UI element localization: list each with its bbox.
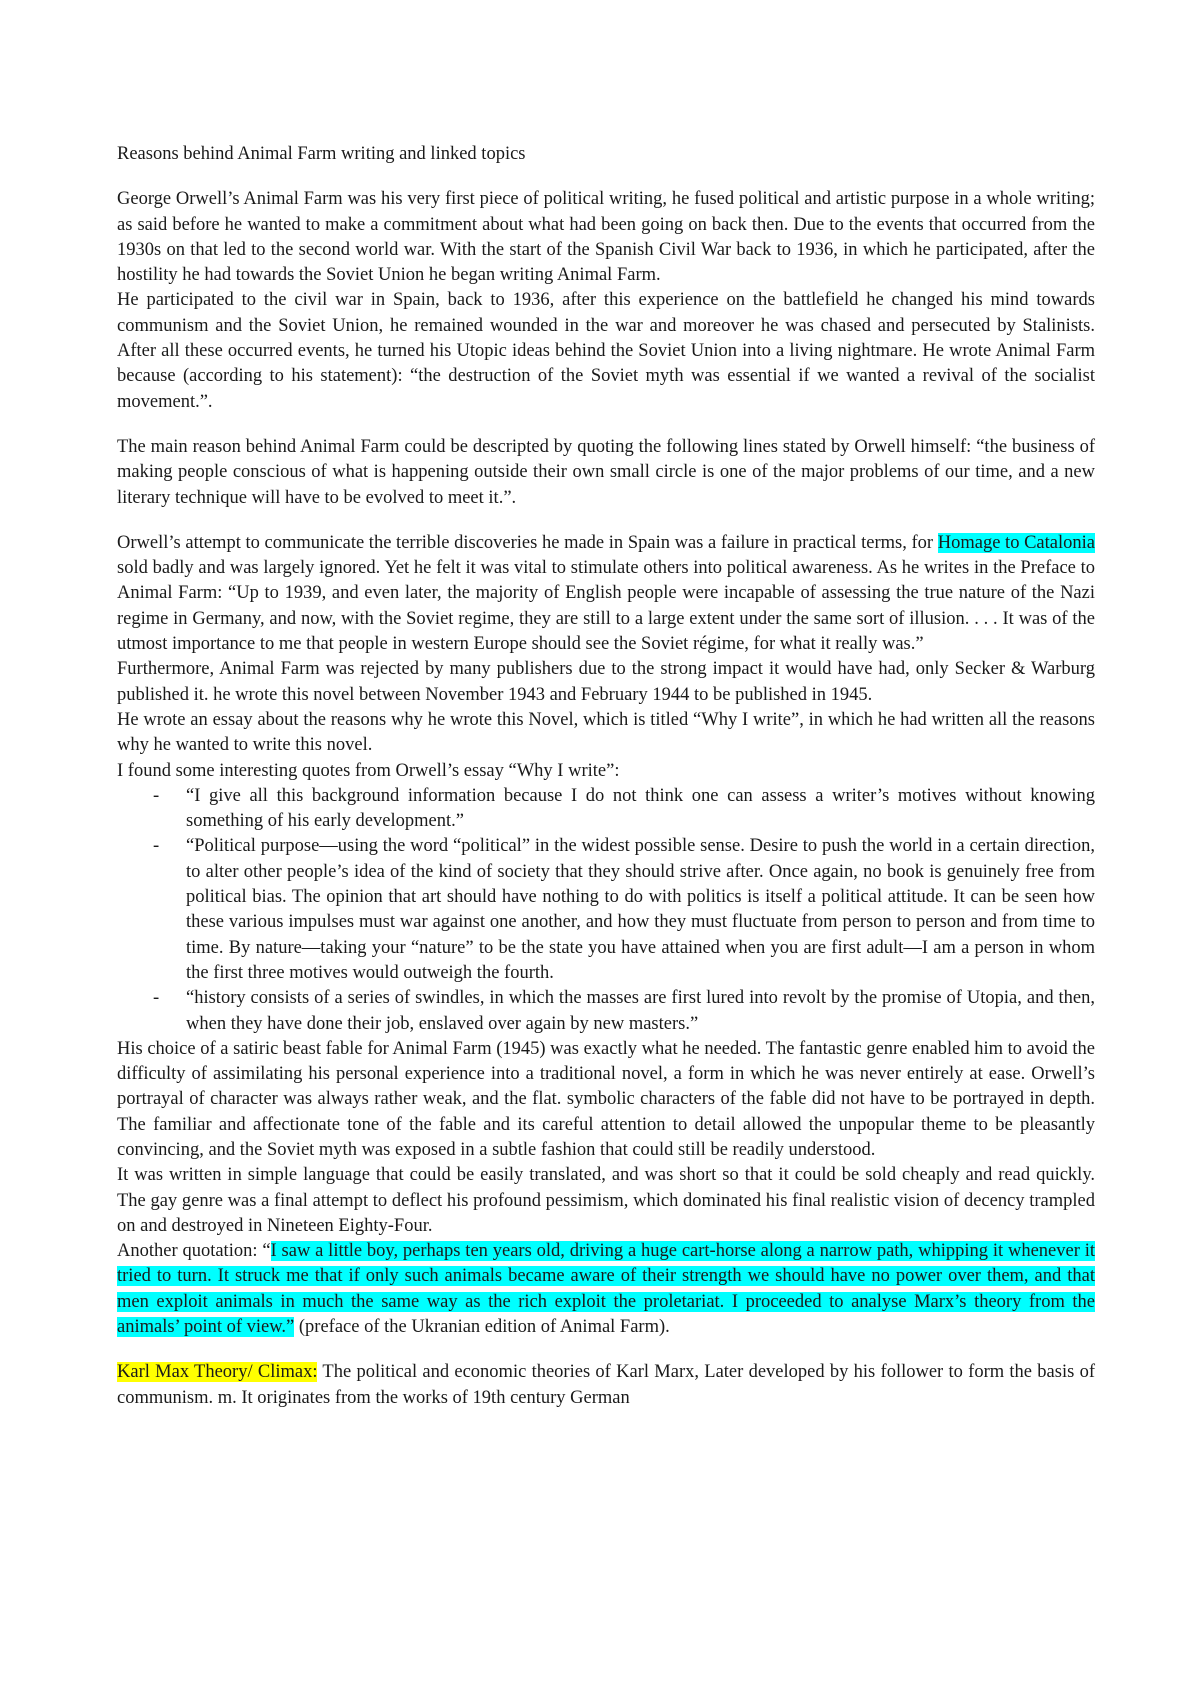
document-title: Reasons behind Animal Farm writing and linked topics xyxy=(117,144,526,164)
text-segment: Another quotation: “ xyxy=(117,1241,271,1262)
text-segment: The political and economic theories of Karl Marx, Later developed by his follower to form the basis of communism. m. It originates from the works of 19th century German xyxy=(117,1362,1096,1408)
quote-text: “Political purpose—using the word “political” in the widest possible sense. Desire to push the world in a certain direction, to alter other people’s idea of the kind of society that they should strive after. Once again, no book is genuinely free from political bias. The opinion that art should have nothing to do with politics is itself a political attitude. It can be seen how these various impulses must war against one another, and how they must fluctuate from person to person and from time to time. By nature—taking your “nature” to be the state you have attained when you are first adult—I am a person in whom the first three motives would outweigh the fourth. xyxy=(186,836,1095,983)
paragraph-spain-attempt xyxy=(117,531,1095,657)
quote-text: “history consists of a series of swindles, in which the masses are first lured into revolt by the promise of Utopia, and then, when they have done their job, enslaved over again by new masters.” xyxy=(186,988,1095,1034)
bullet-dash: - xyxy=(153,785,160,806)
paragraph-main-reason: The main reason behind Animal Farm could be descripted by quoting the following lines stated by Orwell himself: “the business of making people conscious of what is happening outside their own small circle is one of the major problems of our time, and a new literary technique will have to be evolved to meet it.”. xyxy=(117,436,1095,508)
paragraph-satiric-fable: His choice of a satiric beast fable for Animal Farm (1945) was exactly what he needed. The fantastic genre enabled him to avoid the difficulty of assimilating his personal experience into a traditional novel, a form in which he was never entirely at ease. Orwell’s portrayal of character was always rather weak, and the flat. symbolic characters of the fable did not have to be portrayed in depth. The familiar and affectionate tone of the fable and its careful attention to detail allowed the unpopular theme to be pleasantly convincing, and the Soviet myth was exposed in a subtle fashion that could still be readily understood. xyxy=(117,1038,1095,1160)
highlighted-heading: Karl Max Theory/ Climax: xyxy=(117,1362,318,1383)
paragraph-publishers: Furthermore, Animal Farm was rejected by many publishers due to the strong impact it would have had, only Secker & Warburg published it. he wrote this novel between November 1943 and February 1944 to be published in 1945. xyxy=(117,659,1095,705)
text-segment: sold badly and was largely ignored. Yet he felt it was vital to stimulate others into political awareness. As he writes in the Preface to Animal Farm: “Up to 1939, and even later, the majority of English people were incapable of assessing the true nature of the Nazi regime in Germany, and now, with the Soviet regime, they are still to a large extent under the same sort of illusion. . . . It was of the utmost importance to me that people in western Europe should see the Soviet régime, for what it really was.” xyxy=(117,558,1095,655)
paragraph-civil-war: He participated to the civil war in Spain, back to 1936, after this experience on the battlefield he changed his mind towards communism and the Soviet Union, he remained wounded in the war and moreover he was chased and persecuted by Stalinists. After all these occurred events, he turned his Utopic ideas behind the Soviet Union into a living nightmare. He wrote Animal Farm because (according to his statement): “the destruction of the Soviet myth was essential if we wanted a revival of the socialist movement.”. xyxy=(117,290,1095,412)
list-item xyxy=(117,784,1095,835)
paragraph-quotes-intro: I found some interesting quotes from Orwell’s essay “Why I write”: xyxy=(117,760,620,781)
homage-to-catalonia-link[interactable]: Homage to Catalonia xyxy=(937,532,1095,553)
paragraph-marx-theory xyxy=(117,1360,1095,1411)
quotes-list xyxy=(117,784,1095,1037)
text-segment: Orwell’s attempt to communicate the terrible discoveries he made in Spain was a failure in practical terms, for xyxy=(117,532,938,553)
paragraph-another-quotation xyxy=(117,1239,1095,1340)
paragraph-essay: He wrote an essay about the reasons why he wrote this Novel, which is titled “Why I write”, in which he had written all the reasons why he wanted to write this novel. xyxy=(117,709,1095,756)
document-body xyxy=(117,142,1095,1411)
text-segment: (preface of the Ukranian edition of Animal Farm). xyxy=(294,1317,670,1338)
paragraph-simple-language: It was written in simple language that could be easily translated, and was short so that it could be sold cheaply and read quickly. The gay genre was a final attempt to deflect his profound pessimism, which dominated his final realistic vision of decency trampled on and destroyed in Nineteen Eighty-Four. xyxy=(117,1165,1095,1236)
list-item xyxy=(117,986,1095,1037)
bullet-dash: - xyxy=(153,836,160,857)
quote-text: “I give all this background information because I do not think one can assess a writer’s motives without knowing something of his early development.” xyxy=(186,785,1095,832)
paragraph-intro: George Orwell’s Animal Farm was his very first piece of political writing, he fused political and artistic purpose in a whole writing; as said before he wanted to make a commitment about what had been going on back then. Due to the events that occurred from the 1930s on that led to the second world war. With the start of the Spanish Civil War back to 1936, in which he participated, after the hostility he had towards the Soviet Union he began writing Animal Farm. xyxy=(117,189,1095,286)
highlighted-quotation: I saw a little boy, perhaps ten years old, driving a huge cart-horse along a narrow path, whipping it whenever it tried to turn. It struck me that if only such animals became aware of their strength we should have no power over them, and that men exploit animals in much the same way as the rich exploit the proletariat. I proceeded to analyse Marx’s theory from the animals’ point of view.” xyxy=(117,1241,1095,1338)
list-item xyxy=(117,834,1095,986)
bullet-dash: - xyxy=(153,988,160,1009)
